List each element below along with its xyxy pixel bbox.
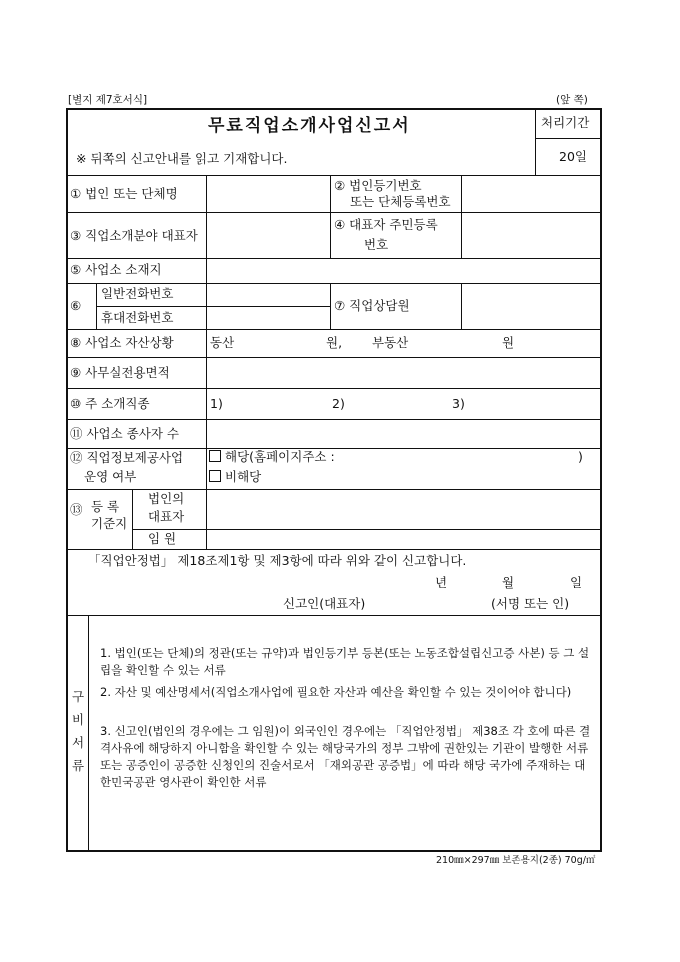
date-day: 일 — [570, 575, 583, 590]
job-type-2: 2) — [332, 396, 345, 411]
processing-period-value: 20일 — [559, 149, 587, 164]
form-notice: ※ 뒤쪽의 신고안내를 읽고 기재합니다. — [76, 151, 288, 166]
documents-label-3: 서 — [72, 735, 85, 750]
paper-spec: 210㎜×297㎜ 보존용지(2종) 70g/㎡ — [436, 855, 596, 866]
applicant-label: 신고인(대표자) — [283, 596, 366, 611]
counselor-input[interactable] — [463, 285, 600, 327]
date-month: 월 — [502, 575, 515, 590]
reg-no-input[interactable] — [463, 177, 600, 210]
employees-input[interactable] — [208, 421, 600, 446]
field-label-office-address: ⑤ 사업소 소재지 — [70, 262, 162, 277]
office-area-input[interactable] — [208, 359, 600, 386]
field-number-13: ⑬ — [70, 502, 83, 517]
field-number-6: ⑥ — [70, 298, 82, 313]
resident-no-input[interactable] — [463, 214, 600, 256]
field-label-assets: ⑧ 사업소 자산상황 — [70, 335, 174, 350]
field-label-resident-no: ④ 대표자 주민등록 — [334, 217, 438, 232]
office-address-input[interactable] — [208, 260, 600, 281]
job-type-1: 1) — [210, 396, 223, 411]
homepage-close-paren: ) — [578, 449, 583, 464]
documents-label-2: 비 — [72, 712, 85, 727]
option-applicable[interactable] — [209, 450, 335, 464]
field-label-resident-no-2: 번호 — [364, 237, 389, 252]
date-year: 년 — [435, 575, 448, 590]
field-label-office-area: ⑨ 사무실전용면적 — [70, 365, 170, 380]
documents-label-4: 류 — [72, 758, 85, 773]
representative-input[interactable] — [208, 214, 328, 256]
document-item-3: 3. 신고인(법인의 경우에는 그 임원)이 외국인인 경우에는 「직업안정법」 제38조 각 호에 따른 결격사유에 해당하지 아니함을 확인할 수 있는 해당국가의 정부 그밖에 권한있는 기관이 발행한 서류 또는 공증인이 공증한 신청인의 진술서로서 「재외공관 공증법」에 따라 해당 국가에 주재하는 대한민국공관 영사관이 확인한 서류 — [100, 724, 591, 789]
job-type-3: 3) — [452, 396, 465, 411]
registry-rep-label-2: 대표자 — [148, 509, 185, 524]
field-label-reg-no: ② 법인등기번호 — [334, 178, 422, 193]
assets-movable-label: 동산 — [210, 335, 235, 350]
field-label-job-types: ⑩ 주 소개직종 — [70, 396, 150, 411]
field-label-registry-2: 기준지 — [91, 516, 128, 531]
registry-officer-input[interactable] — [208, 531, 600, 548]
field-label-representative: ③ 직업소개분야 대표자 — [70, 228, 198, 243]
registry-rep-input[interactable] — [208, 491, 600, 528]
page-side: (앞 쪽) — [556, 94, 588, 106]
declaration-text: 「직업안정법」 제18조제1항 및 제3항에 따라 위와 같이 신고합니다. — [88, 553, 467, 568]
assets-won-unit-2: 원 — [502, 335, 515, 350]
documents-label-1: 구 — [72, 689, 85, 704]
assets-realestate-label: 부동산 — [372, 335, 409, 350]
applicable-label: 해당(홈페이지주소 : — [225, 449, 335, 464]
org-name-input[interactable] — [208, 177, 328, 210]
signature-label: (서명 또는 인) — [491, 596, 570, 611]
form-number: [별지 제7호서식] — [68, 94, 148, 106]
field-label-info-service-2: 운영 여부 — [84, 469, 137, 484]
field-label-phone: 일반전화번호 — [101, 286, 174, 301]
document-item-1: 1. 법인(또는 단체)의 정관(또는 규약)과 법인등기부 등본(또는 노동조합설립신고증 사본) 등 그 설립을 확인할 수 있는 서류 — [100, 646, 590, 677]
registry-rep-label: 법인의 — [148, 491, 185, 506]
not-applicable-checkbox[interactable] — [209, 470, 221, 482]
processing-period-label: 처리기간 — [541, 115, 590, 130]
registry-officer-label: 임 원 — [148, 531, 177, 546]
not-applicable-label: 비해당 — [225, 469, 262, 484]
field-label-org-name: ① 법인 또는 단체명 — [70, 186, 178, 201]
mobile-input[interactable] — [208, 308, 328, 328]
field-label-employees: ⑪ 사업소 종사자 수 — [70, 426, 179, 441]
option-not-applicable[interactable] — [209, 470, 261, 484]
form-title: 무료직업소개사업신고서 — [208, 116, 411, 136]
applicable-checkbox[interactable] — [209, 450, 221, 462]
phone-input[interactable] — [208, 285, 328, 305]
field-label-info-service: ⑫ 직업정보제공사업 — [70, 450, 184, 465]
field-label-reg-no-alt: 또는 단체등록번호 — [350, 194, 451, 209]
field-label-mobile: 휴대전화번호 — [101, 310, 174, 325]
document-item-2: 2. 자산 및 예산명세서(직업소개사업에 필요한 자산과 예산을 확인할 수 있는 것이어야 합니다) — [100, 685, 572, 699]
field-label-registry: 등 록 — [91, 499, 120, 514]
field-label-counselor: ⑦ 직업상담원 — [334, 298, 410, 313]
assets-won-unit: 원, — [326, 335, 343, 350]
